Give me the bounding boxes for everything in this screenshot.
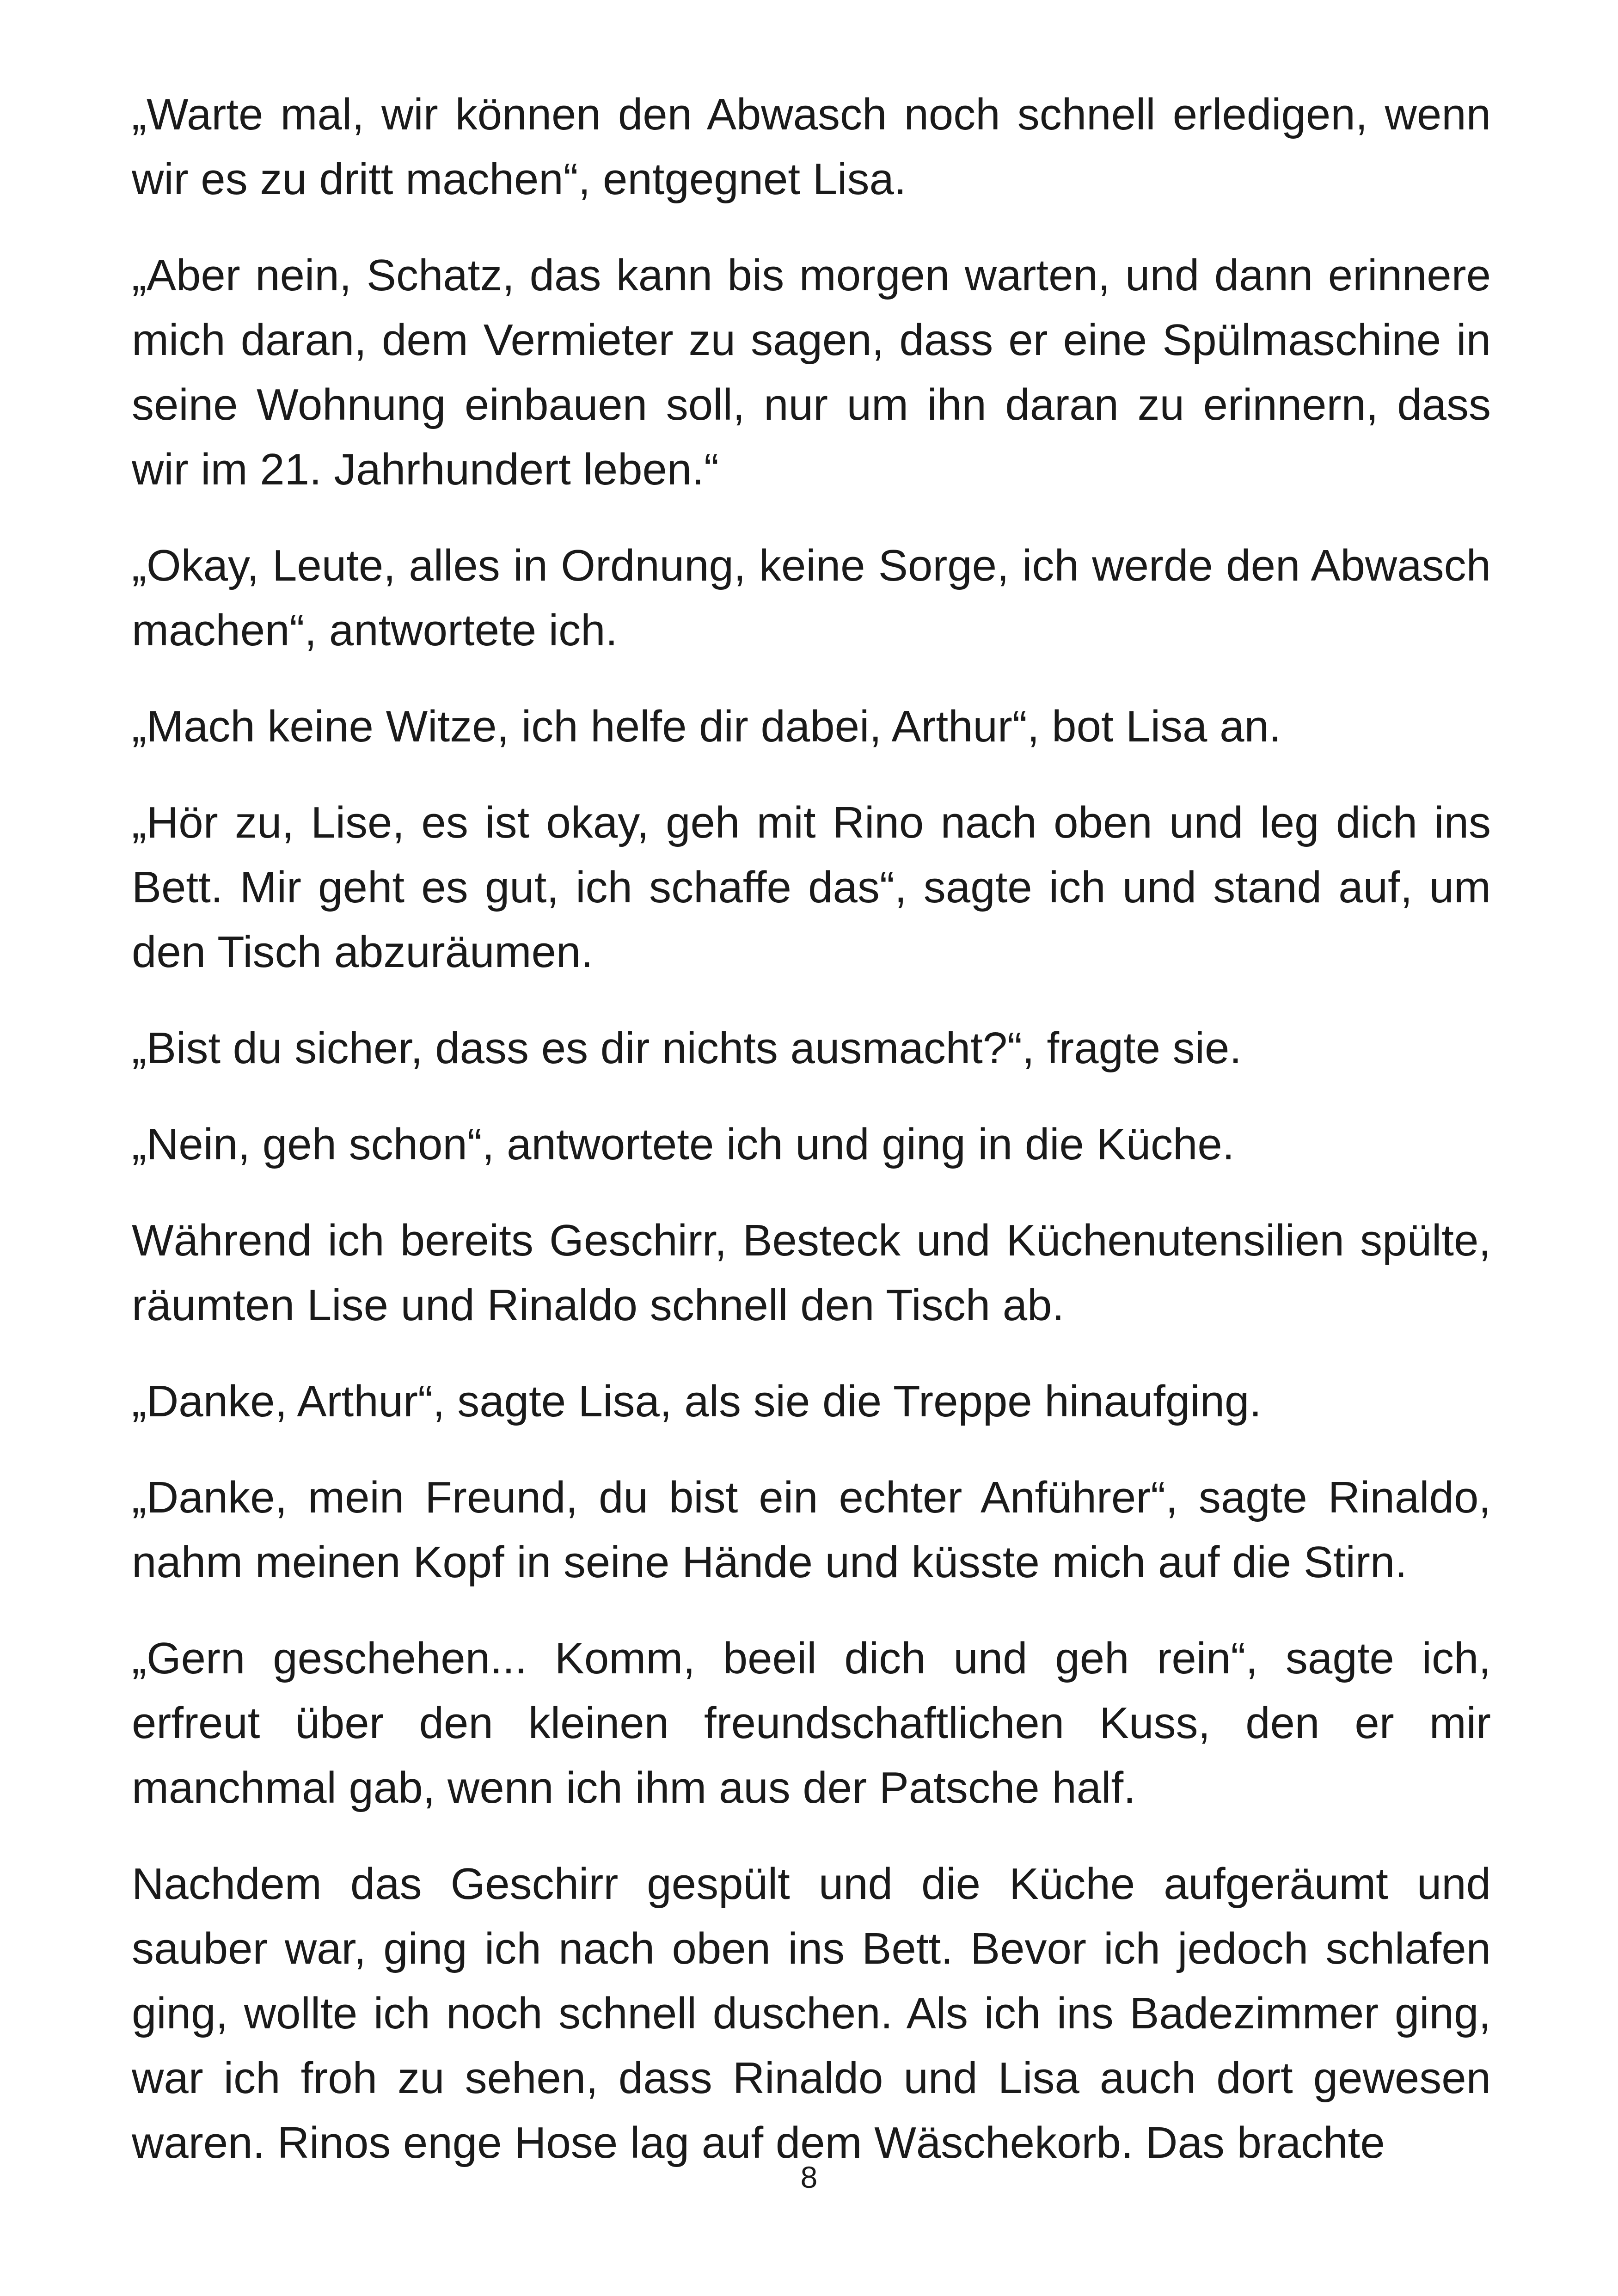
paragraph-8: Während ich bereits Geschirr, Besteck und Küchenutensilien spülte, räumten Lise und Rinaldo schnell den Tisch ab.	[132, 1216, 1491, 1330]
paragraph-10: „Danke, mein Freund, du bist ein echter Anführer“, sagte Rinaldo, nahm meinen Kopf in seine Hände und küsste mich auf die Stirn.	[132, 1473, 1491, 1587]
paragraph-3: „Okay, Leute, alles in Ordnung, keine Sorge, ich werde den Abwasch machen“, antwortete ich.	[132, 541, 1491, 655]
paragraph-6: „Bist du sicher, dass es dir nichts ausmacht?“, fragte sie.	[132, 1023, 1242, 1073]
paragraph-12: Nachdem das Geschirr gespült und die Küche aufgeräumt und sauber war, ging ich nach oben ins Bett. Bevor ich jedoch schlafen ging, wollte ich noch schnell duschen. Als ich ins Badezimmer ging, war ich froh zu sehen, dass Rinaldo und Lisa auch dort gewesen waren. Rinos enge Hose lag auf dem Wäschekorb. Das brachte	[132, 1859, 1491, 2167]
paragraph-1: „Warte mal, wir können den Abwasch noch schnell erledigen, wenn wir es zu dritt machen“, entgegnet Lisa.	[132, 90, 1491, 204]
paragraph-2: „Aber nein, Schatz, das kann bis morgen warten, und dann erinnere mich daran, dem Vermieter zu sagen, dass er eine Spülmaschine in seine Wohnung einbauen soll, nur um ihn daran zu erinnern, dass wir im 21. Jahrhundert leben.“	[132, 251, 1491, 494]
page-number: 8	[800, 2160, 818, 2194]
paragraph-7: „Nein, geh schon“, antwortete ich und ging in die Küche.	[132, 1120, 1235, 1169]
paragraph-5: „Hör zu, Lise, es ist okay, geh mit Rino nach oben und leg dich ins Bett. Mir geht es gut, ich schaffe das“, sagte ich und stand auf, um den Tisch abzuräumen.	[132, 798, 1491, 977]
paragraph-4: „Mach keine Witze, ich helfe dir dabei, Arthur“, bot Lisa an.	[132, 702, 1281, 751]
body-text	[132, 82, 1491, 2207]
paragraph-11: „Gern geschehen... Komm, beeil dich und geh rein“, sagte ich, erfreut über den kleinen freundschaftlichen Kuss, den er mir manchmal gab, wenn ich ihm aus der Patsche half.	[132, 1634, 1491, 1812]
paragraph-9: „Danke, Arthur“, sagte Lisa, als sie die Treppe hinaufging.	[132, 1377, 1262, 1426]
